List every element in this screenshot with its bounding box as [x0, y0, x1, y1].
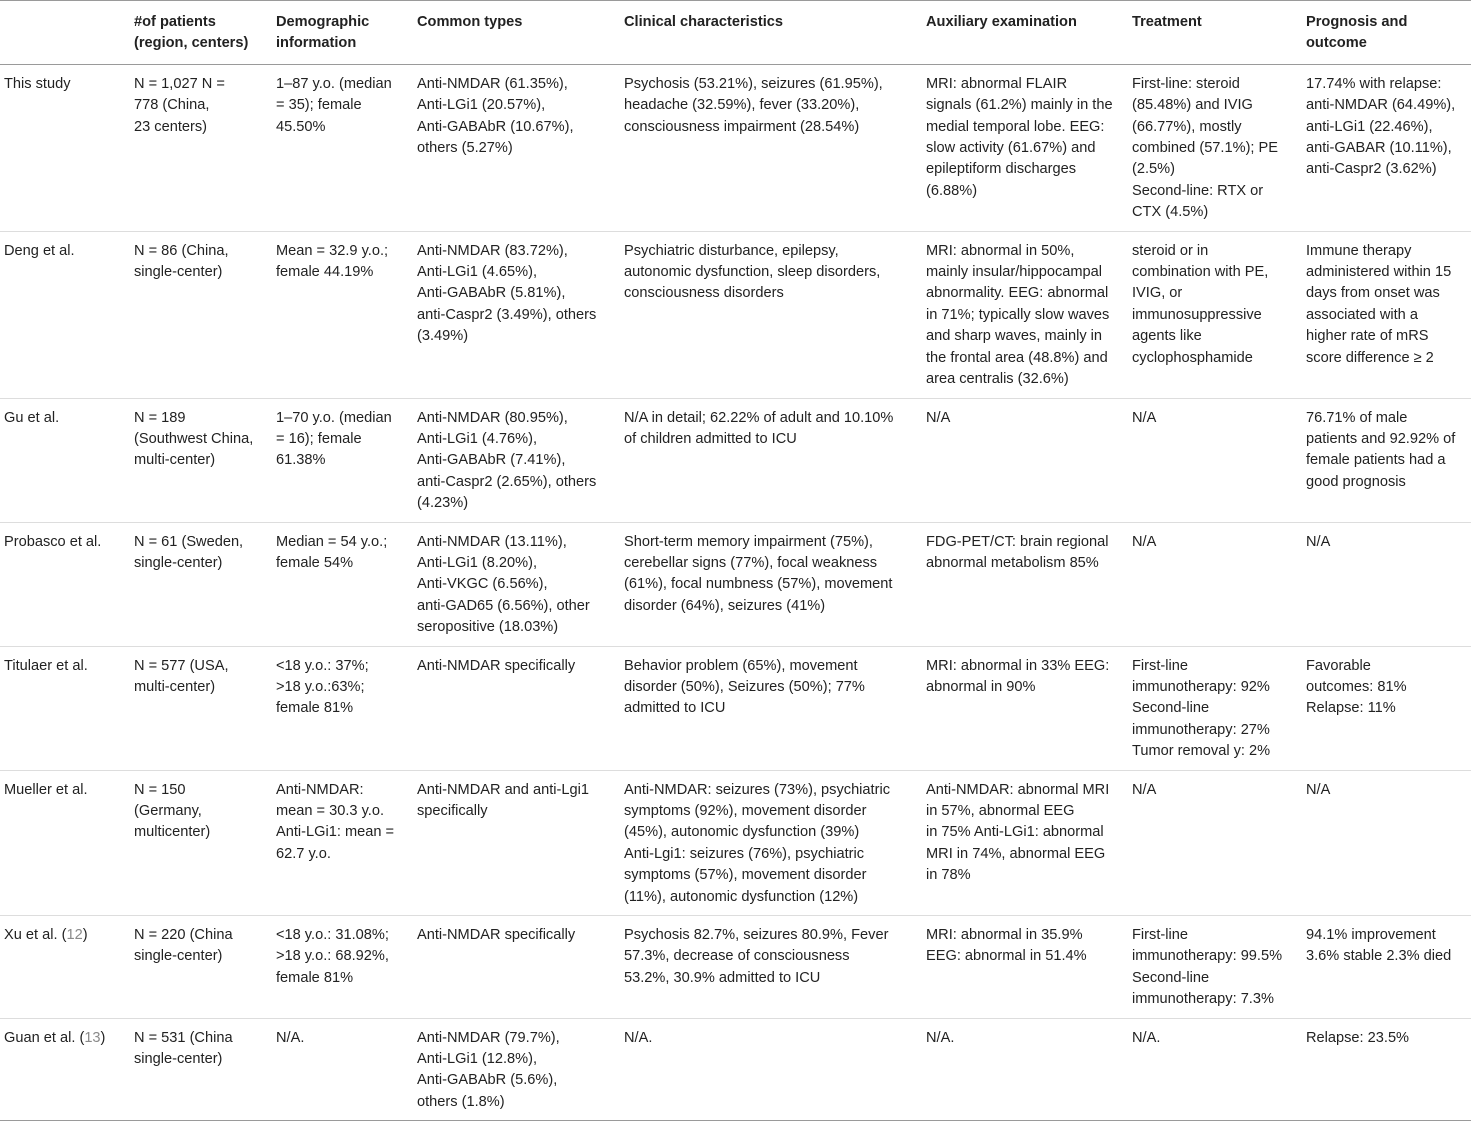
prognosis-cell: Favorable outcomes: 81% Relapse: 11% — [1302, 646, 1471, 770]
treatment-cell: First-line immunotherapy: 92% Second-line immunotherapy: 27% Tumor removal y: 2% — [1128, 646, 1302, 770]
types-cell: Anti-NMDAR specifically — [413, 646, 620, 770]
study-name: Xu et al. ( — [4, 927, 67, 944]
study-name: Gu et al. — [4, 409, 60, 426]
treatment-cell: steroid or in combination with PE, IVIG, or immunosuppressive agents like cyclophosphamide — [1128, 231, 1302, 398]
table-row — [0, 646, 1471, 770]
table-row — [0, 770, 1471, 915]
demographic-cell: Anti-NMDAR: mean = 30.3 y.o. Anti-LGi1: mean = 62.7 y.o. — [272, 770, 413, 915]
patients-cell: N = 150 (Germany, multicenter) — [130, 770, 272, 915]
types-cell: Anti-NMDAR (80.95%), Anti-LGi1 (4.76%), Anti-GABAbR (7.41%), anti-Caspr2 (2.65%), others (4.23%) — [413, 398, 620, 522]
table-row — [0, 64, 1471, 231]
table-row — [0, 231, 1471, 398]
auxiliary-cell: MRI: abnormal in 35.9% EEG: abnormal in 51.4% — [922, 916, 1128, 1019]
study-cell — [0, 770, 130, 915]
table-row — [0, 522, 1471, 646]
header-study — [0, 1, 130, 65]
header-types: Common types — [413, 1, 620, 65]
auxiliary-cell: FDG-PET/CT: brain regional abnormal metabolism 85% — [922, 522, 1128, 646]
header-prognosis: Prognosis and outcome — [1302, 1, 1471, 65]
types-cell: Anti-NMDAR (83.72%), Anti-LGi1 (4.65%), Anti-GABAbR (5.81%), anti-Caspr2 (3.49%), others (3.49%) — [413, 231, 620, 398]
auxiliary-cell: MRI: abnormal FLAIR signals (61.2%) mainly in the medial temporal lobe. EEG: slow activity (61.67%) and epileptiform discharges (6.88%) — [922, 64, 1128, 231]
reference-link[interactable]: 13 — [84, 1029, 101, 1046]
study-name: Mueller et al. — [4, 781, 88, 798]
types-cell: Anti-NMDAR (61.35%), Anti-LGi1 (20.57%), Anti-GABAbR (10.67%), others (5.27%) — [413, 64, 620, 231]
demographic-cell: Median = 54 y.o.; female 54% — [272, 522, 413, 646]
auxiliary-cell: MRI: abnormal in 50%, mainly insular/hippocampal abnormality. EEG: abnormal in 71%; typically slow waves and sharp waves, mainly in the frontal area (48.8%) and area centralis (32.6%) — [922, 231, 1128, 398]
demographic-cell: N/A. — [272, 1018, 413, 1121]
clinical-cell: Psychiatric disturbance, epilepsy, autonomic dysfunction, sleep disorders, consciousness disorders — [620, 231, 922, 398]
clinical-cell: N/A. — [620, 1018, 922, 1121]
prognosis-cell: Relapse: 23.5% — [1302, 1018, 1471, 1121]
study-cell — [0, 916, 130, 1019]
study-name: Deng et al. — [4, 242, 75, 259]
demographic-cell: <18 y.o.: 31.08%; >18 y.o.: 68.92%, female 81% — [272, 916, 413, 1019]
treatment-cell: N/A — [1128, 522, 1302, 646]
auxiliary-cell: Anti-NMDAR: abnormal MRI in 57%, abnormal EEG in 75% Anti-LGi1: abnormal MRI in 74%, abnormal EEG in 78% — [922, 770, 1128, 915]
prognosis-cell: Immune therapy administered within 15 days from onset was associated with a higher rate of mRS score difference ≥ 2 — [1302, 231, 1471, 398]
header-clinical: Clinical characteristics — [620, 1, 922, 65]
treatment-cell: First-line immunotherapy: 99.5% Second-line immunotherapy: 7.3% — [1128, 916, 1302, 1019]
treatment-cell: N/A — [1128, 770, 1302, 915]
study-cell — [0, 398, 130, 522]
types-cell: Anti-NMDAR (13.11%), Anti-LGi1 (8.20%), Anti-VKGC (6.56%), anti-GAD65 (6.56%), other seropositive (18.03%) — [413, 522, 620, 646]
patients-cell: N = 531 (China single-center) — [130, 1018, 272, 1121]
prognosis-cell: 76.71% of male patients and 92.92% of female patients had a good prognosis — [1302, 398, 1471, 522]
prognosis-cell: N/A — [1302, 522, 1471, 646]
reference-link[interactable]: 12 — [66, 927, 83, 944]
study-name: Probasco et al. — [4, 533, 102, 550]
treatment-cell: N/A — [1128, 398, 1302, 522]
auxiliary-cell: N/A. — [922, 1018, 1128, 1121]
types-cell: Anti-NMDAR specifically — [413, 916, 620, 1019]
study-cell — [0, 231, 130, 398]
treatment-cell: N/A. — [1128, 1018, 1302, 1121]
patients-cell: N = 61 (Sweden, single-center) — [130, 522, 272, 646]
types-cell: Anti-NMDAR and anti-Lgi1 specifically — [413, 770, 620, 915]
clinical-cell: Behavior problem (65%), movement disorder (50%), Seizures (50%); 77% admitted to ICU — [620, 646, 922, 770]
patients-cell: N = 189 (Southwest China, multi-center) — [130, 398, 272, 522]
auxiliary-cell: MRI: abnormal in 33% EEG: abnormal in 90% — [922, 646, 1128, 770]
patients-cell: N = 86 (China, single-center) — [130, 231, 272, 398]
table-row — [0, 398, 1471, 522]
demographic-cell: 1–87 y.o. (median = 35); female 45.50% — [272, 64, 413, 231]
clinical-cell: Anti-NMDAR: seizures (73%), psychiatric symptoms (92%), movement disorder (45%), autonomic dysfunction (39%) Anti-Lgi1: seizures (76%), psychiatric symptoms (57%), movement disorder (11%), autonomic dysfunction (12%) — [620, 770, 922, 915]
clinical-cell: Psychosis (53.21%), seizures (61.95%), headache (32.59%), fever (33.20%), consciousness impairment (28.54%) — [620, 64, 922, 231]
patients-cell: N = 1,027 N = 778 (China, 23 centers) — [130, 64, 272, 231]
study-cell — [0, 64, 130, 231]
study-name-close: ) — [82, 927, 88, 944]
header-auxiliary: Auxiliary examination — [922, 1, 1128, 65]
study-name: Guan et al. ( — [4, 1029, 85, 1046]
table-row — [0, 1018, 1471, 1121]
clinical-cell: N/A in detail; 62.22% of adult and 10.10% of children admitted to ICU — [620, 398, 922, 522]
clinical-cell: Psychosis 82.7%, seizures 80.9%, Fever 57.3%, decrease of consciousness 53.2%, 30.9% admitted to ICU — [620, 916, 922, 1019]
prognosis-cell: N/A — [1302, 770, 1471, 915]
clinical-cell: Short-term memory impairment (75%), cerebellar signs (77%), focal weakness (61%), focal numbness (57%), movement disorder (64%), seizures (41%) — [620, 522, 922, 646]
demographic-cell: Mean = 32.9 y.o.; female 44.19% — [272, 231, 413, 398]
study-name: Titulaer et al. — [4, 657, 88, 674]
demographic-cell: <18 y.o.: 37%; >18 y.o.:63%; female 81% — [272, 646, 413, 770]
patients-cell: N = 220 (China single-center) — [130, 916, 272, 1019]
prognosis-cell: 17.74% with relapse: anti-NMDAR (64.49%), anti-LGi1 (22.46%), anti-GABAR (10.11%), anti-Caspr2 (3.62%) — [1302, 64, 1471, 231]
study-cell — [0, 646, 130, 770]
study-cell — [0, 1018, 130, 1121]
auxiliary-cell: N/A — [922, 398, 1128, 522]
study-name: This study — [4, 75, 71, 92]
study-name-close: ) — [100, 1029, 106, 1046]
study-cell — [0, 522, 130, 646]
treatment-cell: First-line: steroid (85.48%) and IVIG (66.77%), mostly combined (57.1%); PE (2.5%) Second-line: RTX or CTX (4.5%) — [1128, 64, 1302, 231]
patients-cell: N = 577 (USA, multi-center) — [130, 646, 272, 770]
header-row — [0, 1, 1471, 65]
header-demographic: Demographic information — [272, 1, 413, 65]
header-treatment: Treatment — [1128, 1, 1302, 65]
demographic-cell: 1–70 y.o. (median = 16); female 61.38% — [272, 398, 413, 522]
table-row — [0, 916, 1471, 1019]
header-patients: #of patients (region, centers) — [130, 1, 272, 65]
prognosis-cell: 94.1% improvement 3.6% stable 2.3% died — [1302, 916, 1471, 1019]
types-cell: Anti-NMDAR (79.7%), Anti-LGi1 (12.8%), Anti-GABAbR (5.6%), others (1.8%) — [413, 1018, 620, 1121]
